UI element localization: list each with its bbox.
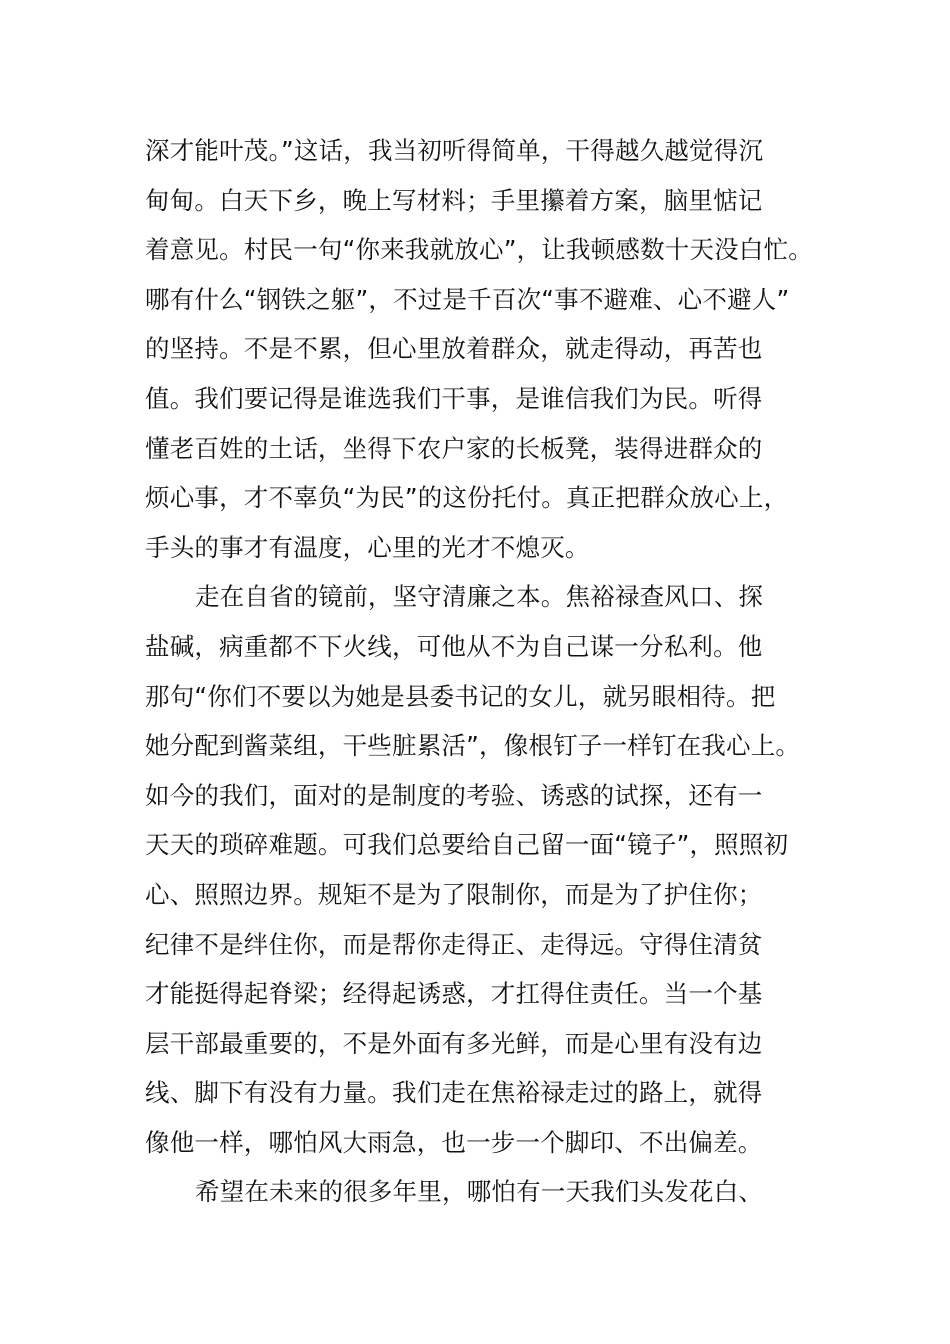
text-line-1: 深才能叶茂。”这话，我当初听得简单，干得越久越觉得沉 bbox=[145, 136, 764, 165]
text-line-12: 那句“你们不要以为她是县委书记的女儿，就另眼相待。把 bbox=[145, 681, 776, 711]
text-line-20: 线、脚下有没有力量。我们走在焦裕禄走过的路上，就得 bbox=[145, 1078, 763, 1108]
paragraph-start-line: 希望在未来的很多年里，哪怕有一天我们头发花白、 bbox=[195, 1177, 764, 1207]
paragraph-start-line: 走在自省的镜前，坚守清廉之本。焦裕禄查风口、探 bbox=[195, 582, 764, 612]
body-text bbox=[145, 126, 835, 1217]
text-line-8: 烦心事，才不辜负“为民”的这份托付。真正把群众放心上， bbox=[145, 483, 789, 513]
text-line-16: 心、照照边界。规矩不是为了限制你，而是为了护住你； bbox=[145, 879, 763, 909]
text-line-7: 懂老百姓的土话，坐得下农户家的长板凳，装得进群众的 bbox=[145, 433, 763, 463]
text-line-19: 层干部最重要的，不是外面有多光鲜，而是心里有没有边 bbox=[145, 1028, 763, 1058]
text-line-2: 甸甸。白天下乡，晚上写材料；手里攥着方案，脑里惦记 bbox=[145, 185, 763, 215]
text-line-21: 像他一样，哪怕风大雨急，也一步一个脚印、不出偏差。 bbox=[145, 1127, 763, 1157]
text-line-13: 她分配到酱菜组，干些脏累活”，像根钉子一样钉在我心上。 bbox=[145, 731, 801, 761]
text-line-11: 盐碱，病重都不下火线，可他从不为自己谋一分私利。他 bbox=[145, 631, 763, 661]
text-line-6: 值。我们要记得是谁选我们干事，是谁信我们为民。听得 bbox=[145, 383, 763, 413]
text-line-9: 手头的事才有温度，心里的光才不熄灭。 bbox=[145, 532, 590, 562]
text-line-15: 天天的琐碎难题。可我们总要给自己留一面“镜子”，照照初 bbox=[145, 830, 789, 860]
text-line-3: 着意见。村民一句“你来我就放心”，让我顿感数十天没白忙。 bbox=[145, 235, 813, 265]
text-line-14: 如今的我们，面对的是制度的考验、诱惑的试探，还有一 bbox=[145, 780, 763, 810]
text-line-5: 的坚持。不是不累，但心里放着群众，就走得动，再苦也 bbox=[145, 334, 763, 364]
text-line-17: 纪律不是绊住你，而是帮你走得正、走得远。守得住清贫 bbox=[145, 929, 763, 959]
text-line-4: 哪有什么“钢铁之躯”，不过是千百次“事不避难、心不避人” bbox=[145, 284, 790, 314]
text-line-18: 才能挺得起脊梁；经得起诱惑，才扛得住责任。当一个基 bbox=[145, 979, 763, 1009]
